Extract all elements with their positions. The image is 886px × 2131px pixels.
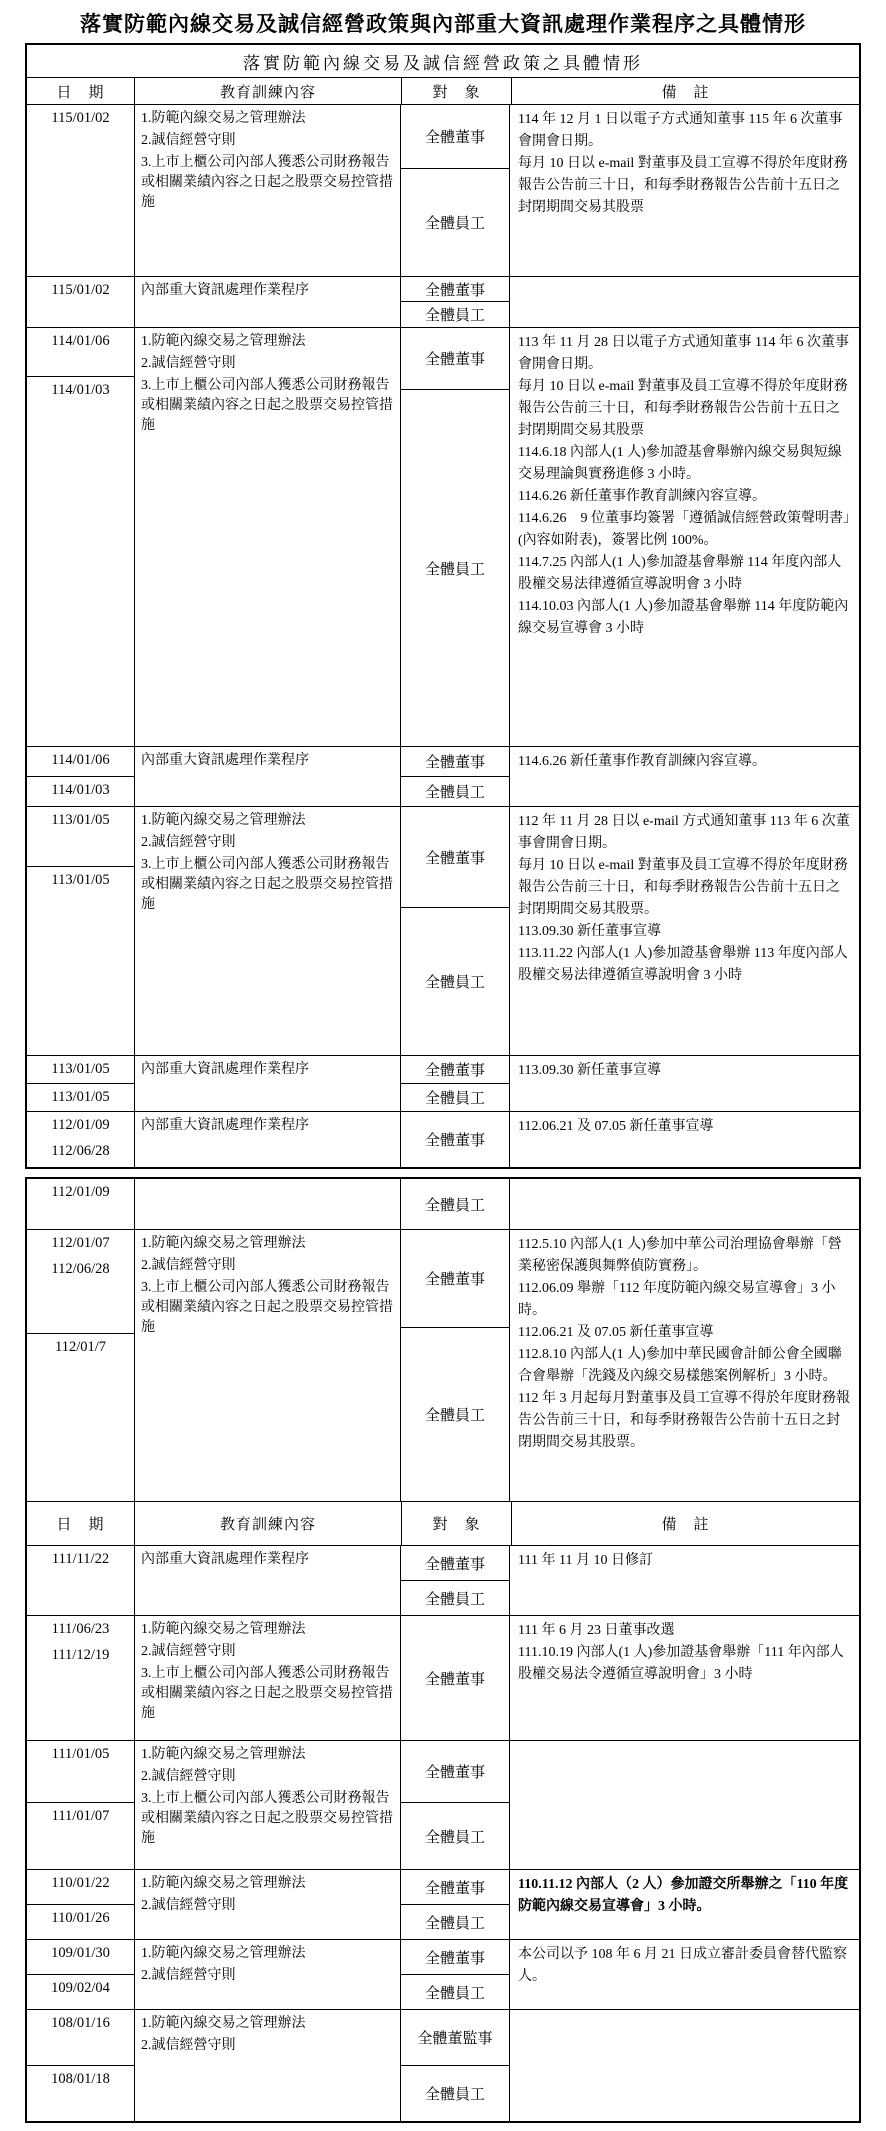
content-cell [134,1940,400,2009]
date-line: 112/01/09 [51,1117,110,1133]
content-item: 3.上市上櫃公司內部人獲悉公司財務報告或相關業績內容之日起之股票交易控管措施 [141,857,393,912]
content-item: 2.誠信經營守則 [141,2038,236,2053]
date-cell [27,1230,134,1334]
date-cell: 110/01/26 [51,1910,110,1926]
date-column [27,2010,134,2121]
remark-cell [509,277,859,327]
content-item: 2.誠信經營守則 [141,1968,236,1983]
content-cell [134,277,400,327]
content-item: 3.上市上櫃公司內部人獲悉公司財務報告或相關業績內容之日起之股票交易控管措施 [141,378,393,433]
date-cell: 113/01/05 [27,1056,134,1084]
content-cell [134,807,400,1055]
table-row [27,2009,859,2121]
remark-paragraph: 112 年 11 月 28 日以 e-mail 方式通知董事 113 年 6 次董事會開會日期。 [518,814,850,851]
col-header-target: 對 象 [401,1502,511,1545]
remark-cell [509,807,859,1055]
target-cell: 全體員工 [424,1091,485,1107]
target-cell: 全體員工 [424,1985,485,2002]
target-cell: 全體董事 [401,328,509,390]
table-row [27,806,859,1055]
content-item: 3.上市上櫃公司內部人獲悉公司財務報告或相關業績內容之日起之股票交易控管措施 [141,1666,393,1721]
remark-paragraph: 111.10.19 內部人(1 人)參加證基會舉辦「111 年內部人股權交易法令遵循宣導說明會」3 小時 [518,1645,844,1682]
target-cell: 全體董事 [401,1940,509,1975]
target-column [400,1940,509,2009]
target-column [400,1741,509,1869]
remark-paragraph: 112 年 3 月起每月對董事及員工宣導不得於年度財務報告公告前三十日，和每季財務報告公告前十五日之封閉期間交易其股票。 [518,1391,850,1450]
remark-paragraph: 113 年 11 月 28 日以電子方式通知董事 114 年 6 次董事會開會日期。 [518,335,849,372]
target-column [400,1112,509,1167]
content-cell [134,1112,400,1167]
content-cell [134,1616,400,1740]
table-row [27,327,859,746]
content-cell [134,105,400,276]
content-item: 1.防範內線交易之管理辦法 [141,2016,306,2031]
content-item: 1.防範內線交易之管理辦法 [141,1747,306,1762]
remark-paragraph: 114.6.26 新任董事作教育訓練內容宣導。 [518,489,766,504]
content-item: 1.防範內線交易之管理辦法 [141,1236,306,1251]
remark-paragraph: 111 年 11 月 10 日修訂 [518,1553,653,1568]
content-item: 內部重大資訊處理作業程序 [141,753,309,768]
target-column [400,2010,509,2121]
remark-paragraph: 114.6.26 9 位董事均簽署「遵循誠信經營政策聲明書」(內容如附表)，簽署比例 100%。 [518,511,850,548]
date-cell: 113/01/05 [27,807,134,867]
remark-paragraph: 113.09.30 新任董事宣導 [518,1063,661,1078]
remark-paragraph: 112.5.10 內部人(1 人)參加中華公司治理協會舉辦「營業秘密保護與舞弊偵防實務」。 [518,1237,842,1274]
target-cell: 全體董事 [424,1671,485,1688]
date-cell: 108/01/16 [27,2010,134,2066]
table-row [27,746,859,806]
remark-cell [509,1179,859,1229]
remark-paragraph: 112.8.10 內部人(1 人)參加中華民國會計師公會全國聯合會舉辦「洗錢及內線交易樣態案例解析」3 小時。 [518,1347,842,1384]
content-item: 1.防範內線交易之管理辦法 [141,1946,306,1961]
col-header-remark: 備 註 [511,1502,859,1545]
date-cell: 114/01/03 [51,382,110,398]
target-cell: 全體董事 [401,1546,509,1581]
remark-paragraph: 113.11.22 內部人(1 人)參加證基會舉辦 113 年度內部人股權交易法律遵循宣導說明會 3 小時 [518,946,848,983]
target-column [400,1056,509,1111]
target-column [400,277,509,327]
remark-paragraph: 本公司以予 108 年 6 月 21 日成立審計委員會替代監察人。 [518,1947,847,1984]
content-item: 2.誠信經營守則 [141,1644,236,1659]
content-item: 1.防範內線交易之管理辦法 [141,813,306,828]
content-cell [134,1546,400,1615]
date-cell: 109/02/04 [51,1980,110,1996]
remark-cell [509,328,859,746]
col-header-date: 日 期 [56,84,105,101]
target-cell: 全體董事 [401,105,509,169]
date-cell [27,1616,134,1740]
content-item: 3.上市上櫃公司內部人獲悉公司財務報告或相關業績內容之日起之股票交易控管措施 [141,155,393,210]
remark-paragraph: 113.09.30 新任董事宣導 [518,924,661,939]
target-cell: 全體員工 [424,2087,485,2103]
target-cell: 全體董監事 [401,2010,509,2066]
date-cell: 108/01/18 [51,2071,110,2087]
target-cell: 全體員工 [424,1591,485,1608]
table-row [27,1545,859,1615]
date-line: 112/01/07 [51,1235,110,1251]
training-table-upper [25,43,861,1169]
col-header-content: 教育訓練內容 [134,78,401,104]
target-column [400,1546,509,1615]
content-item: 內部重大資訊處理作業程序 [141,1062,309,1077]
date-column [27,1230,134,1501]
content-cell [134,1179,400,1229]
date-cell: 111/01/05 [27,1741,134,1803]
date-cell: 113/01/05 [51,872,110,888]
date-column [27,807,134,1055]
content-item: 2.誠信經營守則 [141,1769,236,1784]
date-cell [27,1112,134,1169]
target-cell: 全體員工 [424,1829,485,1846]
col-header-date: 日 期 [56,1517,105,1533]
training-table-lower [25,1177,861,2123]
table-row [27,1869,859,1939]
remark-cell [509,1616,859,1740]
remark-cell [509,1056,859,1111]
date-line: 112/06/28 [51,1143,110,1159]
table-row [27,1939,859,2009]
content-cell [134,1741,400,1869]
remark-paragraph: 114.10.03 內部人(1 人)參加證基會舉辦 114 年度防範內線交易宣導會 3 小時 [518,599,849,636]
table-row [27,104,859,276]
content-cell [134,328,400,746]
date-line: 112/06/28 [51,1261,110,1277]
content-cell [134,1870,400,1939]
col-header-content: 教育訓練內容 [134,1502,401,1545]
content-cell [134,1056,400,1111]
table-row [27,276,859,327]
content-item: 3.上市上櫃公司內部人獲悉公司財務報告或相關業績內容之日起之股票交易控管措施 [141,1791,393,1846]
target-column [400,1179,509,1229]
date-line: 111/06/23 [51,1621,110,1637]
content-item: 內部重大資訊處理作業程序 [141,1118,309,1133]
target-cell: 全體員工 [424,216,485,232]
target-column [400,1870,509,1939]
target-cell: 全體董事 [401,277,509,302]
date-column [27,1940,134,2009]
remark-cell [509,1870,859,1939]
table-row [27,1055,859,1111]
target-column [400,328,509,746]
content-item: 2.誠信經營守則 [141,133,236,148]
remark-paragraph: 114.6.26 新任董事作教育訓練內容宣導。 [518,754,766,769]
col-header-remark: 備 註 [511,78,859,104]
table-row [27,1179,859,1229]
remark-cell [509,105,859,276]
remark-paragraph: 114 年 12 月 1 日以電子方式通知董事 115 年 6 次董事會開會日期。 [518,112,843,149]
target-cell: 全體董事 [401,1230,509,1328]
remark-cell [509,1940,859,2009]
target-cell: 全體員工 [424,561,485,578]
content-item: 1.防範內線交易之管理辦法 [141,1876,306,1891]
target-cell: 全體員工 [424,785,485,801]
remark-paragraph: 112.06.09 舉辦「112 年度防範內線交易宣導會」3 小時。 [518,1281,836,1318]
target-cell: 全體員工 [424,1915,485,1932]
content-item: 2.誠信經營守則 [141,1898,236,1913]
target-cell: 全體員工 [424,975,485,991]
target-cell: 全體董事 [401,807,509,908]
remark-cell [509,1741,859,1869]
date-cell: 111/01/07 [51,1808,110,1824]
column-header-row [27,1501,859,1545]
date-cell: 112/01/09 [51,1184,110,1200]
remark-cell [509,747,859,806]
remark-paragraph: 112.06.21 及 07.05 新任董事宣導 [518,1325,714,1340]
date-cell: 114/01/06 [27,747,134,777]
remark-paragraph: 每月 10 日以 e-mail 對董事及員工宣導不得於年度財務報告公告前三十日，和每季財務報告公告前十五日之封閉期間交易其股票 [518,379,848,438]
date-column [27,1741,134,1869]
target-cell: 全體董事 [401,747,509,777]
table-row [27,1615,859,1740]
remark-paragraph: 112.06.21 及 07.05 新任董事宣導 [518,1119,714,1134]
date-cell: 115/01/02 [51,110,110,126]
content-item: 2.誠信經營守則 [141,1258,236,1273]
page-title: 落實防範內線交易及誠信經營政策與內部重大資訊處理作業程序之具體情形 [80,12,806,36]
table-row [27,1229,859,1501]
date-cell: 113/01/05 [51,1089,110,1105]
table-caption-row [27,45,859,77]
date-column [27,747,134,806]
remark-paragraph: 每月 10 日以 e-mail 對董事及員工宣導不得於年度財務報告公告前三十日，和每季財務報告公告前十五日之封閉期間交易其股票 [518,156,848,215]
content-item: 2.誠信經營守則 [141,356,236,371]
date-cell: 115/01/02 [51,282,110,298]
remark-cell [509,1112,859,1167]
date-column [27,1056,134,1111]
content-item: 內部重大資訊處理作業程序 [141,283,309,298]
target-column [400,807,509,1055]
remark-cell [509,1546,859,1615]
content-item: 1.防範內線交易之管理辦法 [141,1622,306,1637]
table-caption: 落實防範內線交易及誠信經營政策之具體情形 [243,53,643,73]
date-cell: 110/01/22 [27,1870,134,1905]
remark-cell [509,2010,859,2121]
table-row [27,1740,859,1869]
remark-paragraph: 每月 10 日以 e-mail 對董事及員工宣導不得於年度財務報告公告前三十日，和每季財務報告公告前十五日之封閉期間交易其股票。 [518,858,848,917]
content-item: 1.防範內線交易之管理辦法 [141,334,306,349]
content-item: 1.防範內線交易之管理辦法 [141,111,306,126]
content-cell [134,747,400,806]
content-item: 內部重大資訊處理作業程序 [141,1552,309,1567]
target-cell: 全體員工 [424,1197,485,1214]
date-cell: 112/01/7 [54,1339,107,1355]
target-cell: 全體員工 [424,308,485,324]
remark-paragraph: 114.6.18 內部人(1 人)參加證基會舉辦內線交易與短線交易理論與實務進修 3 小時。 [518,445,842,482]
target-cell: 全體董事 [424,1133,485,1149]
column-header-row [27,77,859,104]
target-column [400,1616,509,1740]
content-cell [134,1230,400,1501]
date-cell: 114/01/03 [51,782,110,798]
target-column [400,105,509,276]
col-header-target: 對 象 [401,78,511,104]
date-line: 111/12/19 [51,1647,110,1663]
remark-paragraph: 110.11.12 內部人（2 人）參加證交所舉辦之「110 年度防範內線交易宣導會」3 小時。 [518,1877,849,1914]
remark-paragraph: 114.7.25 內部人(1 人)參加證基會舉辦 114 年度內部人股權交易法律遵循宣導說明會 3 小時 [518,555,842,592]
date-cell: 114/01/06 [27,328,134,377]
target-column [400,747,509,806]
content-cell [134,2010,400,2121]
target-column [400,1230,509,1501]
date-cell: 109/01/30 [27,1940,134,1975]
target-cell: 全體董事 [401,1741,509,1803]
content-item: 3.上市上櫃公司內部人獲悉公司財務報告或相關業績內容之日起之股票交易控管措施 [141,1280,393,1335]
date-column [27,1870,134,1939]
target-cell: 全體董事 [401,1870,509,1905]
table-row [27,1111,859,1167]
remark-paragraph: 111 年 6 月 23 日董事改選 [518,1623,675,1638]
content-item: 2.誠信經營守則 [141,835,236,850]
date-cell: 111/11/22 [51,1551,110,1567]
target-cell: 全體員工 [424,1408,485,1424]
date-column [27,328,134,746]
target-cell: 全體董事 [401,1056,509,1084]
remark-cell [509,1230,859,1501]
